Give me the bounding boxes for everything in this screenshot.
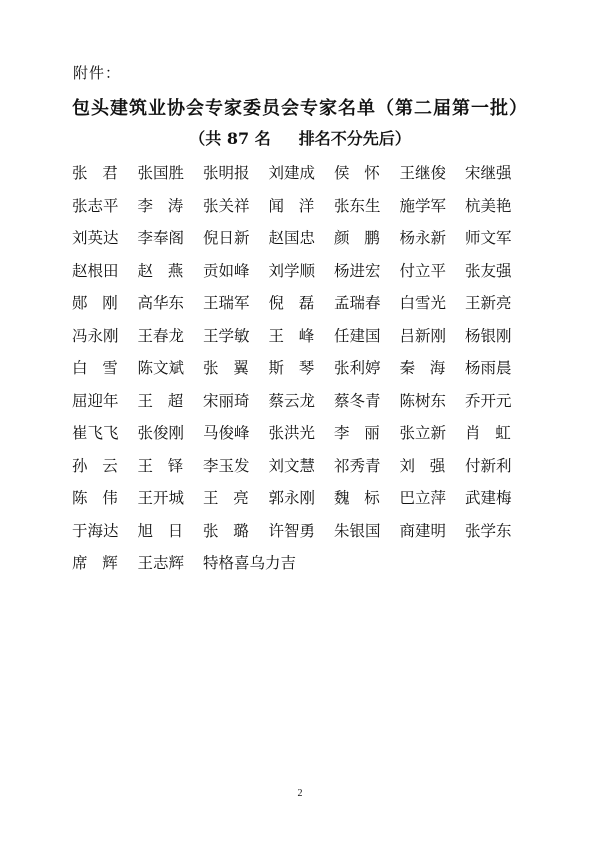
expert-name: 倪日新 bbox=[203, 229, 250, 248]
expert-name: 王亮 bbox=[203, 489, 264, 508]
page-number: 2 bbox=[297, 788, 303, 799]
expert-name: 旭日 bbox=[137, 521, 198, 540]
expert-name-list bbox=[72, 156, 542, 579]
expert-name: 秦海 bbox=[399, 359, 460, 378]
expert-name: 施学军 bbox=[399, 196, 447, 215]
expert-name: 陈伟 bbox=[72, 489, 133, 508]
expert-name: 刘英达 bbox=[72, 229, 119, 248]
expert-name: 张明报 bbox=[203, 164, 250, 183]
expert-name: 孙云 bbox=[72, 456, 133, 475]
expert-name: 杨雨晨 bbox=[465, 359, 512, 378]
expert-name: 杨永新 bbox=[399, 229, 447, 248]
expert-name: 刘建成 bbox=[268, 164, 316, 183]
expert-name: 王春龙 bbox=[137, 326, 185, 345]
expert-name: 高华东 bbox=[137, 294, 185, 313]
expert-name: 崔飞飞 bbox=[72, 424, 119, 443]
expert-name: 刘强 bbox=[399, 456, 460, 475]
expert-name: 蔡云龙 bbox=[268, 391, 316, 410]
expert-name: 孟瑞春 bbox=[334, 294, 381, 313]
expert-name: 张翼 bbox=[203, 359, 264, 378]
expert-name: 王开城 bbox=[137, 489, 185, 508]
expert-name: 陈树东 bbox=[399, 391, 447, 410]
expert-name: 闻洋 bbox=[268, 196, 329, 215]
expert-name: 于海达 bbox=[72, 521, 119, 540]
expert-name: 白雪 bbox=[72, 359, 133, 378]
expert-name: 乔开元 bbox=[465, 391, 512, 410]
expert-name: 张东生 bbox=[334, 196, 381, 215]
expert-name: 赵燕 bbox=[137, 261, 198, 280]
expert-name: 张友强 bbox=[465, 261, 512, 280]
expert-name: 张国胜 bbox=[137, 164, 185, 183]
document-title: 包头建筑业协会专家委员会专家名单（第二届第一批） bbox=[72, 98, 528, 119]
subtitle-count: （共 87 名 bbox=[189, 129, 271, 148]
expert-name: 祁秀青 bbox=[334, 456, 381, 475]
expert-name: 郧刚 bbox=[72, 294, 133, 313]
expert-name: 巴立萍 bbox=[399, 489, 447, 508]
expert-name: 张洪光 bbox=[268, 424, 316, 443]
expert-name: 朱银国 bbox=[334, 521, 381, 540]
expert-name: 吕新刚 bbox=[399, 326, 447, 345]
document-subtitle bbox=[0, 126, 600, 149]
expert-name: 王学敏 bbox=[203, 326, 250, 345]
expert-name: 付立平 bbox=[399, 261, 447, 280]
expert-name: 马俊峰 bbox=[203, 424, 250, 443]
expert-name: 蔡冬青 bbox=[334, 391, 381, 410]
expert-name: 张璐 bbox=[203, 521, 264, 540]
expert-name: 商建明 bbox=[399, 521, 447, 540]
expert-name: 刘文慧 bbox=[268, 456, 316, 475]
expert-name: 张关祥 bbox=[203, 196, 250, 215]
expert-name: 宋继强 bbox=[465, 164, 512, 183]
expert-name: 武建梅 bbox=[465, 489, 512, 508]
expert-name: 席辉 bbox=[72, 554, 133, 573]
expert-name: 魏标 bbox=[334, 489, 395, 508]
expert-name: 赵根田 bbox=[72, 261, 119, 280]
expert-name: 张志平 bbox=[72, 196, 119, 215]
expert-name: 李玉发 bbox=[203, 456, 250, 475]
expert-name: 陈文斌 bbox=[137, 359, 185, 378]
expert-name: 王超 bbox=[137, 391, 198, 410]
expert-name: 师文军 bbox=[465, 229, 512, 248]
expert-name: 倪磊 bbox=[268, 294, 329, 313]
expert-name: 李丽 bbox=[334, 424, 395, 443]
expert-name: 白雪光 bbox=[399, 294, 447, 313]
expert-name: 张俊刚 bbox=[137, 424, 185, 443]
expert-name: 斯琴 bbox=[268, 359, 329, 378]
expert-name: 李涛 bbox=[137, 196, 198, 215]
expert-name: 冯永刚 bbox=[72, 326, 119, 345]
expert-name: 屈迎年 bbox=[72, 391, 119, 410]
expert-name: 侯怀 bbox=[334, 164, 395, 183]
expert-name: 宋丽琦 bbox=[203, 391, 250, 410]
expert-name: 杨银刚 bbox=[465, 326, 512, 345]
expert-name: 王瑞军 bbox=[203, 294, 250, 313]
expert-name: 王继俊 bbox=[399, 164, 447, 183]
expert-name: 王峰 bbox=[268, 326, 329, 345]
expert-name: 张学东 bbox=[465, 521, 512, 540]
expert-name: 任建国 bbox=[334, 326, 381, 345]
expert-name: 张利婷 bbox=[334, 359, 381, 378]
expert-name: 许智勇 bbox=[268, 521, 316, 540]
expert-name: 杭美艳 bbox=[465, 196, 512, 215]
subtitle-note: 排名不分先后） bbox=[298, 129, 411, 148]
expert-name: 付新利 bbox=[465, 456, 512, 475]
expert-name: 张立新 bbox=[399, 424, 447, 443]
expert-name: 杨进宏 bbox=[334, 261, 381, 280]
expert-name: 王志辉 bbox=[137, 554, 185, 573]
expert-name: 肖虹 bbox=[465, 424, 526, 443]
expert-name: 王铎 bbox=[137, 456, 198, 475]
expert-name: 张君 bbox=[72, 164, 133, 183]
expert-name: 颜鹏 bbox=[334, 229, 395, 248]
expert-name: 贡如峰 bbox=[203, 261, 250, 280]
expert-name: 李奉阁 bbox=[137, 229, 185, 248]
expert-name: 刘学顺 bbox=[268, 261, 316, 280]
expert-name: 赵国忠 bbox=[268, 229, 316, 248]
expert-name: 王新亮 bbox=[465, 294, 512, 313]
expert-name: 特格喜乌力吉 bbox=[203, 554, 297, 573]
attachment-label: 附件： bbox=[73, 64, 122, 82]
expert-name: 郭永刚 bbox=[268, 489, 316, 508]
